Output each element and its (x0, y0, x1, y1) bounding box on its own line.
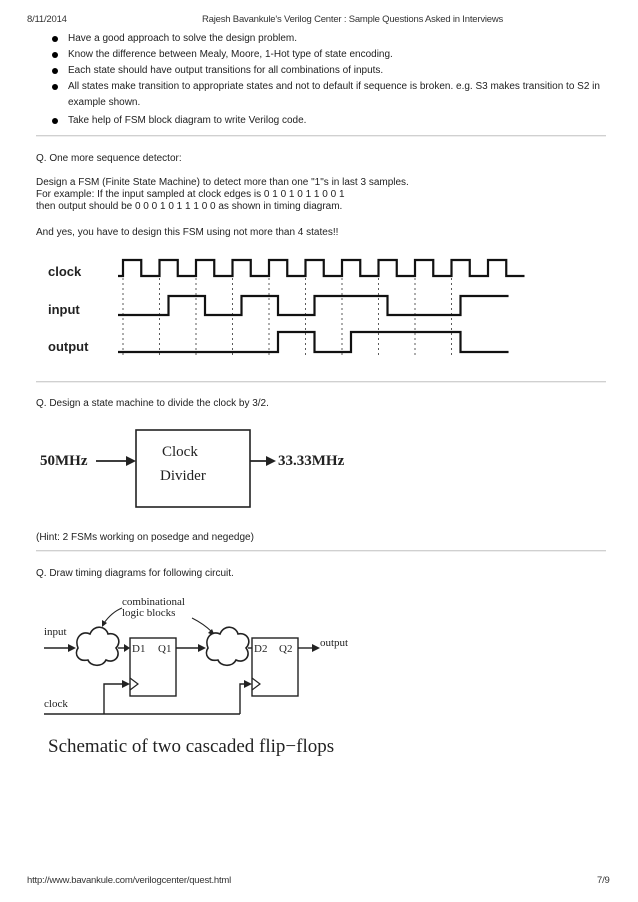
clock-label: clock (44, 698, 68, 710)
ff2-q-label: Q2 (279, 643, 293, 655)
clock-branch-1 (104, 684, 124, 714)
input-signal-label: input (48, 302, 80, 317)
block-label-line1: Clock (162, 444, 198, 460)
divider (36, 381, 606, 383)
q1-line1: Design a FSM (Finite State Machine) to detect more than one "1"s in last 3 samples. (36, 177, 409, 188)
list-item: Have a good approach to solve the design problem. (38, 31, 618, 47)
output-label: output (320, 637, 349, 649)
clock-signal-label: clock (48, 264, 82, 279)
input-waveform (118, 296, 509, 315)
logic-cloud-2 (206, 627, 248, 665)
input-frequency: 50MHz (40, 453, 88, 469)
clock-branch-2 (240, 684, 246, 714)
q1-line2: For example: If the input sampled at clock edges is 0 1 0 1 0 1 1 0 0 1 (36, 189, 345, 200)
tips-list (38, 31, 618, 129)
q1-wire-arrow (198, 644, 206, 652)
clock-branch-1-arrow (122, 680, 130, 688)
q3-title: Q. Draw timing diagrams for following circuit. (36, 568, 234, 579)
list-item: All states make transition to appropriate states and not to default if sequence is broken. e.g. S3 makes transition to S2 in example shown. (38, 79, 618, 111)
q1-line4: And yes, you have to design this FSM using not more than 4 states!! (36, 227, 339, 238)
annotation-line2: logic blocks (122, 607, 176, 619)
divider (36, 550, 606, 552)
footer-url[interactable]: http://www.bavankule.com/verilogcenter/quest.html (27, 875, 232, 886)
header-title: Rajesh Bavankule's Verilog Center : Sample Questions Asked in Interviews (202, 14, 504, 25)
output-wire-arrow (312, 644, 320, 652)
ff2-d-label: D2 (254, 643, 268, 655)
divider (36, 135, 606, 137)
q1-title: Q. One more sequence detector: (36, 153, 182, 164)
annotation-arrowhead-left (102, 620, 107, 627)
annotation-line1: combinational (122, 596, 185, 608)
list-item: Know the difference between Mealy, Moore, 1-Hot type of state encoding. (38, 47, 618, 63)
clock-waveform (118, 260, 525, 276)
q1-line3: then output should be 0 0 0 1 0 1 1 1 0 0 as shown in timing diagram. (36, 201, 343, 212)
q2-title: Q. Design a state machine to divide the clock by 3/2. (36, 398, 269, 409)
annotation-pointer-left (104, 608, 122, 623)
logic-cloud-1 (76, 627, 118, 665)
ff1-d-label: D1 (132, 643, 146, 655)
ff1-q-label: Q1 (158, 643, 172, 655)
clock-branch-2-arrow (244, 680, 252, 688)
input-wire-arrow (68, 644, 76, 652)
input-arrowhead (126, 456, 136, 466)
q2-hint: (Hint: 2 FSMs working on posedge and negedge) (36, 532, 254, 543)
annotation-pointer-right (192, 618, 212, 632)
block-label-line2: Divider (160, 468, 206, 484)
output-signal-label: output (48, 339, 89, 354)
clock-divider-diagram (40, 425, 370, 515)
input-label: input (44, 626, 67, 638)
flip-flop-schematic (40, 590, 380, 770)
footer-page-number: 7/9 (597, 875, 610, 886)
list-item: Take help of FSM block diagram to write Verilog code. (38, 113, 618, 129)
list-item: Each state should have output transitions for all combinations of inputs. (38, 63, 618, 79)
output-arrowhead (266, 456, 276, 466)
header-date: 8/11/2014 (27, 14, 67, 25)
cloud1-out-arrow (124, 644, 130, 652)
output-waveform (118, 332, 509, 352)
schematic-caption: Schematic of two cascaded flip−flops (48, 736, 335, 757)
output-frequency: 33.33MHz (278, 453, 345, 469)
timing-diagram (40, 250, 510, 370)
